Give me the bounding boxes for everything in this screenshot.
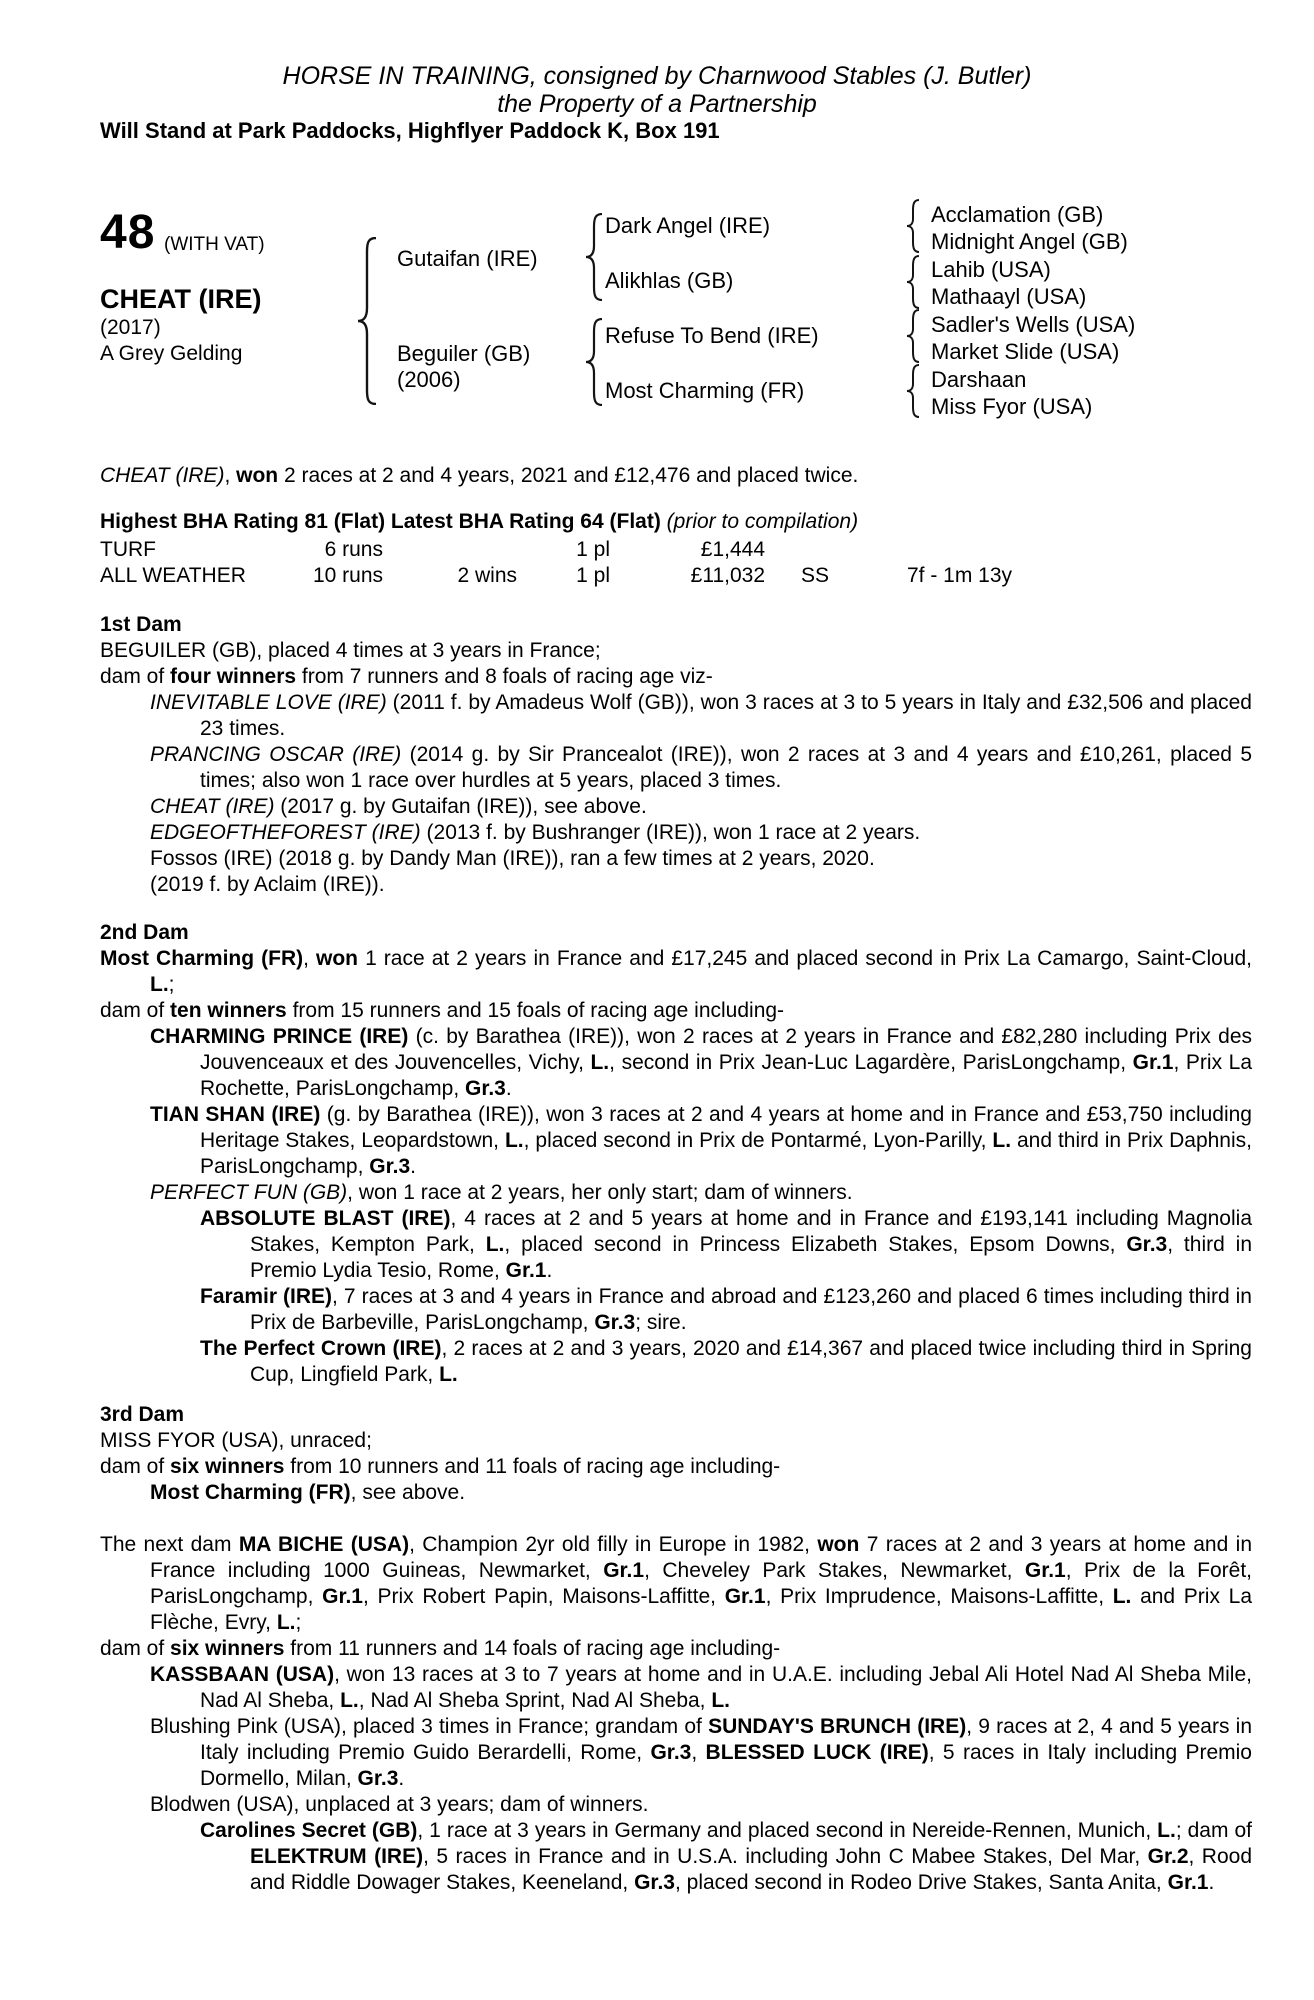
text-run: from 11 runners and 14 foals of racing age including- <box>284 1637 781 1660</box>
pedigree-gg-name: Market Slide (USA) <box>931 339 1120 364</box>
text-run: Gr.1 <box>1167 1871 1209 1894</box>
text-run: , won 13 races at 3 to 7 years at home and in U.A.E. including Jebal Ali Hotel Nad Al Sheba Mile, Nad Al Sheba, <box>200 1663 1252 1712</box>
catalogue-paragraph <box>100 1284 1252 1336</box>
text-run: , Cheveley Park Stakes, Newmarket, <box>644 1559 1025 1582</box>
text-run: Blushing Pink (USA), placed 3 times in France; grandam of <box>150 1715 709 1738</box>
stats-cell-wins: 2 wins <box>457 564 517 587</box>
text-run: MA BICHE (USA) <box>238 1533 410 1556</box>
text-run: , Prix de la Forêt, ParisLongchamp, <box>150 1559 1253 1608</box>
text-run: (g. by Barathea (IRE)), won 3 races at 2 and 4 years at home and in France and £53,750 including Heritage Stakes, Leopardstown, <box>200 1103 1252 1152</box>
text-run: , 9 races at 2, 4 and 5 years in Italy including Premio Guido Berardelli, Rome, <box>200 1715 1253 1764</box>
catalogue-paragraph <box>100 1428 1252 1454</box>
text-run: (2014 g. by Sir Prancealot (IRE)), won 2 races at 3 and 4 years and £10,261, placed 5 times; also won 1 race over hurdles at 5 years, placed 3 times. <box>200 743 1253 792</box>
section-body <box>100 1532 1252 1896</box>
text-run: . <box>410 1155 416 1178</box>
stats-cell-runs: 10 runs <box>312 564 383 587</box>
text-run: ; <box>295 1611 302 1634</box>
text-run: Gr.1 <box>724 1585 766 1608</box>
race-stats-row <box>100 563 1180 589</box>
stats-cell-places: 1 pl <box>576 564 610 587</box>
stats-cell-code <box>765 537 907 563</box>
pedigree-tree <box>355 195 1195 435</box>
catalogue-paragraph <box>100 1792 1252 1818</box>
text-run: (2019 f. by Aclaim (IRE)). <box>150 873 385 896</box>
text-run: L. <box>711 1689 731 1712</box>
pedigree-gg-brace-icon <box>905 309 921 363</box>
text-run: Gr.3 <box>1126 1233 1168 1256</box>
text-run: . <box>546 1259 553 1282</box>
text-run: L. <box>276 1611 296 1634</box>
text-run: 1 race at 2 years in France and £17,245 and placed second in Prix La Camargo, Saint-Cloud, <box>358 947 1253 970</box>
text-run: Gr.1 <box>1132 1051 1174 1074</box>
text-run: 7 races at 2 and 3 years at home and in France including 1000 Guineas, Newmarket, <box>150 1533 1252 1582</box>
catalogue-paragraph <box>100 638 1252 664</box>
catalogue-paragraph <box>100 946 1252 998</box>
text-run: won <box>236 464 279 487</box>
text-run: Gr.1 <box>322 1585 363 1608</box>
pedigree-gg-brace-icon <box>905 199 921 253</box>
text-run: L. <box>1112 1585 1132 1608</box>
text-run: L. <box>1157 1819 1176 1842</box>
text-run: , 5 races in France and in U.S.A. including John C Mabee Stakes, Del Mar, <box>423 1845 1148 1868</box>
text-run: , 7 races at 3 and 4 years in France and abroad and £123,260 and placed 6 times including third in Prix de Barbeville, ParisLongchamp, <box>250 1285 1252 1334</box>
bha-rating-heading <box>100 509 1252 535</box>
text-run: Gr.2 <box>1147 1845 1189 1868</box>
catalogue-paragraph <box>100 1206 1252 1284</box>
race-record-summary <box>100 463 1252 489</box>
text-run: six winners <box>170 1455 285 1478</box>
text-run: Gr.3 <box>650 1741 692 1764</box>
pedigree-gg-name: Lahib (USA) <box>931 257 1051 282</box>
text-run: Gr.3 <box>369 1155 411 1178</box>
text-run: and third in Prix Daphnis, ParisLongchamp, <box>200 1129 1252 1178</box>
catalogue-paragraph <box>100 1180 1252 1206</box>
catalogue-paragraph <box>100 1636 1252 1662</box>
text-run: six winners <box>170 1637 285 1660</box>
pedigree-gg-pair <box>931 201 1128 255</box>
pedigree-gg-name: Midnight Angel (GB) <box>931 229 1128 254</box>
text-run: INEVITABLE LOVE (IRE) <box>150 691 387 714</box>
text-run: . <box>398 1767 405 1790</box>
text-run: Gr.3 <box>594 1311 636 1334</box>
text-run: , <box>224 464 237 487</box>
catalogue-paragraph <box>100 820 1252 846</box>
text-run: BEGUILER (GB), placed 4 times at 3 years in France; <box>100 639 601 662</box>
text-run: Highest BHA Rating 81 (Flat) Latest BHA Rating 64 (Flat) <box>100 510 661 533</box>
text-run: dam of <box>100 1455 171 1478</box>
text-run: L. <box>504 1129 524 1152</box>
section-1st-dam <box>100 612 1252 898</box>
text-run: ABSOLUTE BLAST (IRE) <box>200 1207 451 1230</box>
pedigree-gg-name: Mathaayl (USA) <box>931 284 1087 309</box>
pedigree-dam-year: (2006) <box>397 367 461 392</box>
pedigree-sire: Gutaifan (IRE) <box>397 246 538 271</box>
text-run: , <box>691 1741 706 1764</box>
text-run: BLESSED LUCK (IRE) <box>705 1741 929 1764</box>
text-run: ELEKTRUM (IRE) <box>250 1845 424 1868</box>
stats-cell-surface: ALL WEATHER <box>100 564 246 587</box>
pedigree-gg-name: Darshaan <box>931 367 1027 392</box>
catalogue-paragraph <box>100 1454 1252 1480</box>
catalogue-paragraph <box>100 1024 1252 1102</box>
catalogue-paragraph <box>100 1480 1252 1506</box>
catalogue-paragraph <box>100 1714 1252 1792</box>
text-run: PERFECT FUN (GB) <box>150 1181 348 1204</box>
catalogue-paragraph <box>100 846 1252 872</box>
pedigree-gg-brace-icon <box>905 364 921 418</box>
text-run: , placed second in Prix de Pontarmé, Lyon-Parilly, <box>523 1129 993 1152</box>
text-run: (c. by Barathea (IRE)), won 2 races at 2 years in France and £82,280 including Prix des Jouvenceaux et des Jouvencelles, Vichy, <box>200 1025 1252 1074</box>
pedigree-gg-name: Miss Fyor (USA) <box>931 394 1093 419</box>
text-run: , Rood and Riddle Dowager Stakes, Keeneland, <box>250 1845 1252 1894</box>
text-run: (2011 f. by Amadeus Wolf (GB)), won 3 races at 3 to 5 years in Italy and £32,506 and placed 23 times. <box>200 691 1252 740</box>
section-3rd-dam <box>100 1402 1252 1506</box>
text-run: , 4 races at 2 and 5 years at home and in France and £193,141 including Magnolia Stakes, Kempton Park, <box>250 1207 1253 1256</box>
race-stats-row <box>100 537 1180 563</box>
text-run: TIAN SHAN (IRE) <box>150 1103 321 1126</box>
text-run: and Prix La Flèche, Evry, <box>150 1585 1253 1634</box>
catalogue-paragraph <box>100 872 1252 898</box>
text-run: EDGEOFTHEFOREST (IRE) <box>150 821 421 844</box>
text-run: from 7 runners and 8 foals of racing age viz- <box>296 665 713 688</box>
text-run: L. <box>590 1051 610 1074</box>
text-run: from 15 runners and 15 foals of racing age including- <box>286 999 785 1022</box>
pedigree-gg-pair <box>931 256 1086 310</box>
text-run: Fossos (IRE) (2018 g. by Dandy Man (IRE)), ran a few times at 2 years, 2020. <box>150 847 875 870</box>
text-run: MISS FYOR (USA), unraced; <box>100 1429 372 1452</box>
horse-name: CHEAT (IRE) <box>100 284 262 314</box>
text-run: SUNDAY'S BRUNCH (IRE) <box>708 1715 967 1738</box>
text-run: from 10 runners and 11 foals of racing age including- <box>284 1455 781 1478</box>
pedigree-gg-brace-icon <box>905 255 921 309</box>
pedigree-gg-name: Sadler's Wells (USA) <box>931 312 1136 337</box>
catalogue-paragraph <box>100 1532 1252 1636</box>
text-run: . <box>1208 1871 1215 1894</box>
text-run: Gr.1 <box>603 1559 645 1582</box>
text-run: , placed second in Rodeo Drive Stakes, Santa Anita, <box>674 1871 1168 1894</box>
section-title: 3rd Dam <box>100 1403 185 1426</box>
text-run: KASSBAAN (USA) <box>150 1663 335 1686</box>
consignor-header: HORSE IN TRAINING, consigned by Charnwood Stables (J. Butler) <box>282 62 1032 90</box>
text-run: Gr.3 <box>634 1871 675 1894</box>
race-statistics-table <box>100 537 1180 589</box>
pedigree-dam: Beguiler (GB) <box>397 341 531 366</box>
pedigree-main-brace-icon <box>355 237 379 405</box>
text-run: (2017 g. by Gutaifan (IRE)), see above. <box>274 795 647 818</box>
catalogue-paragraph <box>100 1336 1252 1388</box>
stats-cell-distance <box>907 537 1180 563</box>
text-run: Carolines Secret (GB) <box>200 1819 418 1842</box>
text-run: CHEAT (IRE) <box>100 464 225 487</box>
text-run: , Prix Imprudence, Maisons-Laffitte, <box>765 1585 1113 1608</box>
horse-description: A Grey Gelding <box>100 342 243 365</box>
text-run: , Prix La Rochette, ParisLongchamp, <box>200 1051 1253 1100</box>
text-run: , see above. <box>350 1481 466 1504</box>
catalogue-paragraph <box>100 1818 1252 1896</box>
text-run: won <box>316 947 359 970</box>
text-run: . <box>505 1077 512 1100</box>
foaling-year: (2017) <box>100 316 161 339</box>
catalogue-paragraph <box>100 690 1252 742</box>
catalogue-paragraph <box>100 664 1252 690</box>
lot-number: 48 <box>100 206 156 259</box>
text-run: , placed second in Princess Elizabeth Stakes, Epsom Downs, <box>504 1233 1127 1256</box>
text-run: , <box>303 947 317 970</box>
text-run: Gr.1 <box>1024 1559 1066 1582</box>
catalogue-paragraph <box>100 1102 1252 1180</box>
section-body <box>100 946 1252 1388</box>
text-run: 2 races at 2 and 4 years, 2021 and £12,476 and placed twice. <box>278 464 859 487</box>
text-run: Most Charming (FR) <box>150 1481 351 1504</box>
text-run: CHARMING PRINCE (IRE) <box>150 1025 409 1048</box>
text-run: (2013 f. by Bushranger (IRE)), won 1 race at 2 years. <box>420 821 921 844</box>
pedigree-gg-name: Acclamation (GB) <box>931 202 1104 227</box>
catalogue-paragraph <box>100 794 1252 820</box>
pedigree-dam-dam: Most Charming (FR) <box>605 378 805 403</box>
catalogue-paragraph <box>100 998 1252 1024</box>
catalogue-paragraph <box>100 1662 1252 1714</box>
text-run: , won 1 race at 2 years, her only start; dam of winners. <box>347 1181 853 1204</box>
stats-cell-runs: 6 runs <box>324 538 383 561</box>
pedigree-sire-brace-icon <box>583 213 605 301</box>
text-run: dam of <box>100 1637 171 1660</box>
section-title: 1st Dam <box>100 613 182 636</box>
text-run: , Nad Al Sheba Sprint, Nad Al Sheba, <box>358 1689 712 1712</box>
text-run: ; dam of <box>1175 1819 1252 1842</box>
text-run: L. <box>485 1233 505 1256</box>
stats-cell-earnings: £11,032 <box>690 564 765 587</box>
text-run: ten winners <box>170 999 287 1022</box>
text-run: , 1 race at 3 years in Germany and placed second in Nereide-Rennen, Munich, <box>417 1819 1158 1842</box>
text-run: PRANCING OSCAR (IRE) <box>150 743 402 766</box>
text-run: , third in Premio Lydia Tesio, Rome, <box>250 1233 1252 1282</box>
text-run: The next dam <box>100 1533 239 1556</box>
text-run: ; <box>168 973 175 996</box>
section-body <box>100 638 1252 898</box>
text-run: Blodwen (USA), unplaced at 3 years; dam of winners. <box>150 1793 649 1816</box>
text-run: , Prix Robert Papin, Maisons-Laffitte, <box>363 1585 725 1608</box>
text-run: Faramir (IRE) <box>200 1285 333 1308</box>
text-run: dam of <box>100 999 171 1022</box>
stats-cell-surface: TURF <box>100 538 156 561</box>
text-run: Gr.1 <box>505 1259 547 1282</box>
vat-note: (WITH VAT) <box>164 234 265 255</box>
stats-cell-places: 1 pl <box>576 538 610 561</box>
stats-cell-distance: 7f - 1m 13y <box>907 564 1013 587</box>
text-run: dam of <box>100 665 171 688</box>
text-run: , 5 races in Italy including Premio Dormello, Milan, <box>200 1741 1252 1790</box>
text-run: Gr.3 <box>357 1767 399 1790</box>
text-run: L. <box>992 1129 1012 1152</box>
pedigree-gg-pair <box>931 366 1092 420</box>
pedigree-sire-sire: Dark Angel (IRE) <box>605 213 771 238</box>
section-2nd-dam <box>100 920 1252 1388</box>
text-run: L. <box>150 973 169 996</box>
section-next-dam <box>100 1532 1252 1896</box>
text-run: Gr.3 <box>464 1077 506 1100</box>
text-run: L. <box>340 1689 359 1712</box>
section-title: 2nd Dam <box>100 921 189 944</box>
catalogue-paragraph <box>100 742 1252 794</box>
pedigree-sire-dam: Alikhlas (GB) <box>605 268 734 293</box>
text-run: four winners <box>170 665 297 688</box>
text-run: The Perfect Crown (IRE) <box>200 1337 442 1360</box>
property-line: the Property of a Partnership <box>497 90 817 118</box>
text-run: ; sire. <box>635 1311 687 1334</box>
text-run: Most Charming (FR) <box>100 947 304 970</box>
lot-info-column <box>100 208 360 398</box>
text-run: L. <box>439 1363 458 1386</box>
text-run: , second in Prix Jean-Luc Lagardère, ParisLongchamp, <box>609 1051 1133 1074</box>
pedigree-dam-sire: Refuse To Bend (IRE) <box>605 323 819 348</box>
text-run: CHEAT (IRE) <box>150 795 275 818</box>
text-run: (prior to compilation) <box>666 510 859 533</box>
stabling-location-line: Will Stand at Park Paddocks, Highflyer Paddock K, Box 191 <box>100 118 720 143</box>
pedigree-gg-pair <box>931 311 1135 365</box>
stats-cell-wins <box>383 537 517 563</box>
text-run: , Champion 2yr old filly in Europe in 1982, <box>409 1533 818 1556</box>
text-run: won <box>817 1533 860 1556</box>
pedigree-dam-brace-icon <box>583 318 605 406</box>
stats-cell-code: SS <box>801 564 830 587</box>
section-body <box>100 1428 1252 1506</box>
text-run: , 2 races at 2 and 3 years, 2020 and £14,367 and placed twice including third in Spring Cup, Lingfield Park, <box>250 1337 1252 1386</box>
stats-cell-earnings: £1,444 <box>700 538 765 561</box>
